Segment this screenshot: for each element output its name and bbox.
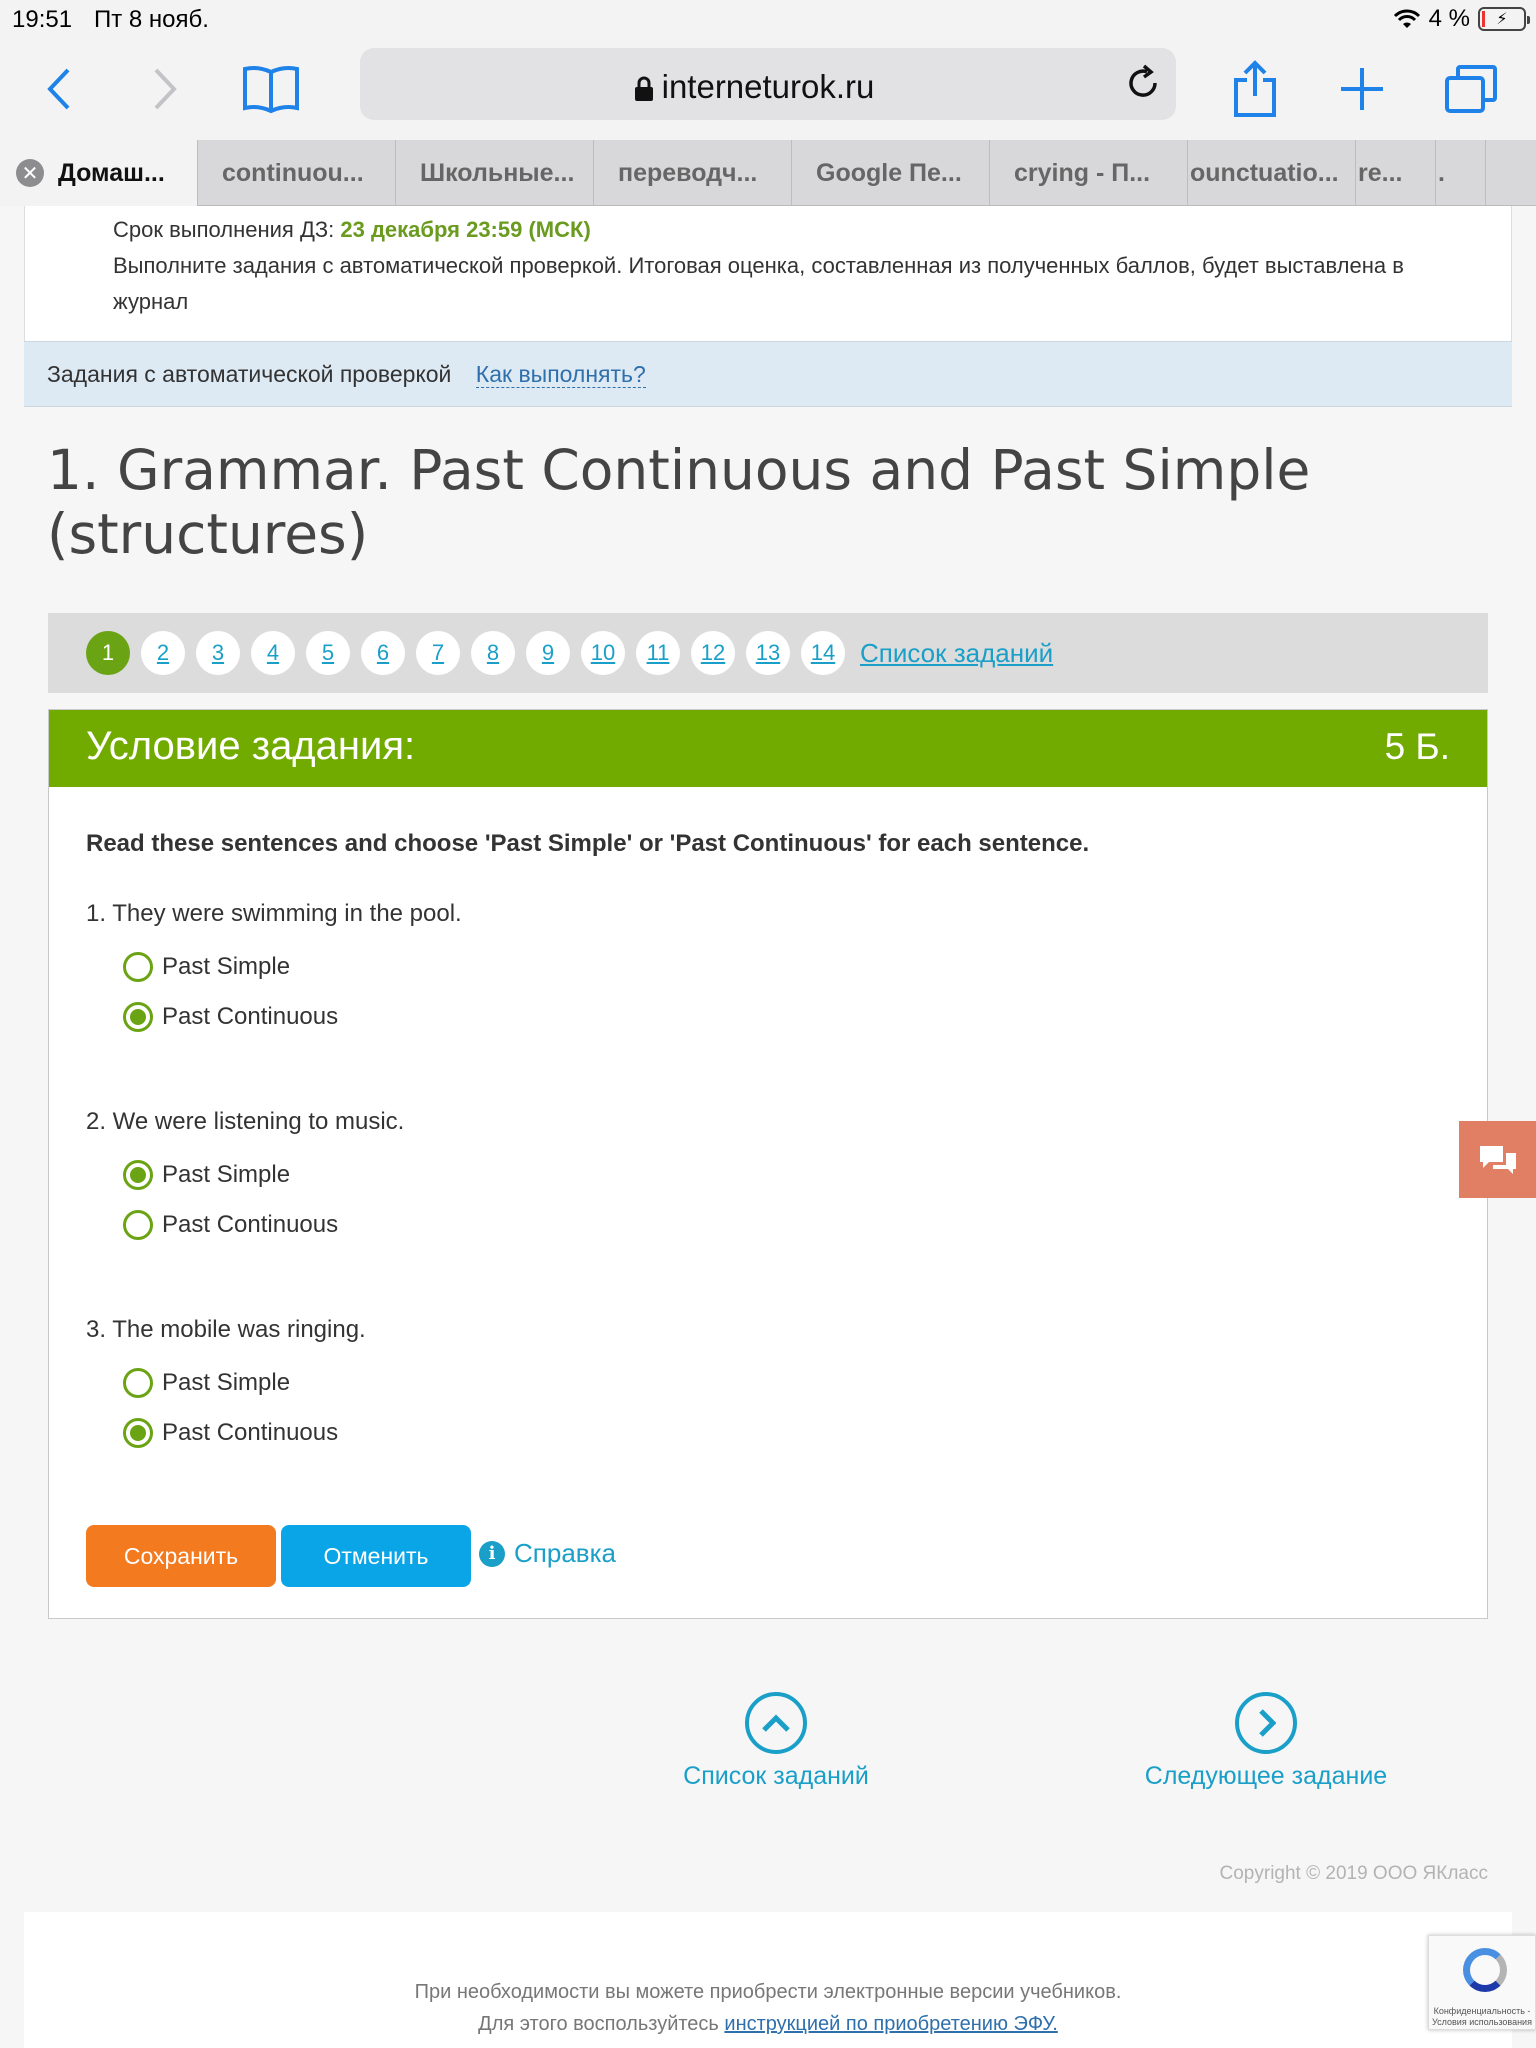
page-6[interactable]: 6 xyxy=(361,631,405,675)
q3-option-past-simple[interactable] xyxy=(123,1368,290,1398)
option-label: Past Simple xyxy=(162,1161,291,1188)
status-bar xyxy=(0,0,1536,40)
footer-line-1: При необходимости вы можете приобрести электронные версии учебников. xyxy=(414,1981,1122,2003)
question-2: 2. We were listening to music. xyxy=(86,1108,405,1135)
status-time: 19:51 xyxy=(12,6,73,33)
option-label: Past Simple xyxy=(162,1369,291,1396)
battery-percent: 4 % xyxy=(1428,5,1470,32)
bookmarks-icon[interactable] xyxy=(236,54,306,124)
option-label: Past Continuous xyxy=(162,1211,339,1238)
auto-check-bar xyxy=(24,341,1512,407)
back-icon[interactable] xyxy=(24,54,94,124)
radio-button[interactable] xyxy=(123,1210,153,1240)
page-5[interactable]: 5 xyxy=(306,631,350,675)
forward-icon[interactable] xyxy=(130,54,200,124)
page-9[interactable]: 9 xyxy=(526,631,570,675)
page-12[interactable]: 12 xyxy=(691,631,735,675)
q3-option-past-continuous[interactable] xyxy=(123,1418,338,1448)
tab-crying[interactable] xyxy=(990,140,1188,206)
deadline-value: 23 декабря 23:59 (МСК) xyxy=(340,217,591,242)
task-points: 5 Б. xyxy=(1384,726,1450,767)
tab-punctuation[interactable] xyxy=(1188,140,1356,206)
page-3[interactable]: 3 xyxy=(196,631,240,675)
footer-line-2 xyxy=(24,2008,1512,2040)
new-tab-icon[interactable] xyxy=(1327,54,1397,124)
page-4[interactable]: 4 xyxy=(251,631,295,675)
tab-label: Школьные... xyxy=(420,158,575,187)
question-3: 3. The mobile was ringing. xyxy=(86,1316,366,1343)
auto-check-label: Задания с автоматической проверкой xyxy=(47,361,452,387)
reload-icon[interactable] xyxy=(1122,62,1164,104)
task-list-nav[interactable] xyxy=(670,1692,882,1791)
next-task-nav[interactable] xyxy=(1136,1692,1396,1791)
task-list-link[interactable]: Список заданий xyxy=(860,637,1054,668)
task-pager xyxy=(48,613,1488,693)
page-7[interactable]: 7 xyxy=(416,631,460,675)
tab-label: ounctuatio... xyxy=(1190,158,1339,187)
task-condition-title: Условие задания: xyxy=(86,724,416,768)
share-icon[interactable] xyxy=(1220,54,1290,124)
deadline-label: Срок выполнения ДЗ: xyxy=(113,217,335,242)
save-button[interactable]: Сохранить xyxy=(86,1525,276,1587)
tab-label: Google Пе... xyxy=(816,158,962,187)
task-card-header xyxy=(49,710,1487,787)
tab-label: crying - П... xyxy=(1014,158,1151,187)
option-label: Past Continuous xyxy=(162,1003,339,1030)
option-label: Past Continuous xyxy=(162,1419,339,1446)
tabs-overview-icon[interactable] xyxy=(1436,54,1506,124)
q2-option-past-continuous[interactable] xyxy=(123,1210,338,1240)
radio-button-selected[interactable] xyxy=(123,1002,153,1032)
task-title: 1. Grammar. Past Continuous and Past Simple (structures) xyxy=(47,438,1311,566)
status-right xyxy=(1393,5,1526,33)
help-label: Справка xyxy=(514,1538,616,1568)
recaptcha-badge[interactable] xyxy=(1428,1935,1536,2030)
tab-google-translate[interactable] xyxy=(792,140,990,206)
next-task-label: Следующее задание xyxy=(1144,1762,1388,1790)
tab-label: . xyxy=(1438,158,1445,187)
footer xyxy=(24,1912,1512,2048)
task-instruction: Read these sentences and choose 'Past Simple' or 'Past Continuous' for each sentence. xyxy=(86,830,1090,857)
help-link[interactable] xyxy=(479,1538,616,1569)
page-10[interactable]: 10 xyxy=(581,631,625,675)
recaptcha-icon xyxy=(1463,1948,1507,1992)
homework-description: Выполните задания с автоматической проверкой. Итоговая оценка, составленная из полученных баллов, будет выставлена в журнал xyxy=(113,253,1404,314)
page-11[interactable]: 11 xyxy=(636,631,680,675)
copyright: Copyright © 2019 ООО ЯКласс xyxy=(1219,1863,1488,1884)
page-content xyxy=(24,206,1512,2048)
tab-label: переводч... xyxy=(618,158,758,187)
how-to-link[interactable]: Как выполнять? xyxy=(475,361,646,387)
tab-school[interactable] xyxy=(396,140,594,206)
cancel-button[interactable]: Отменить xyxy=(281,1525,471,1587)
tab-homework[interactable] xyxy=(0,140,198,206)
chat-icon xyxy=(1477,1143,1519,1177)
address-bar[interactable] xyxy=(360,48,1176,120)
page-14[interactable]: 14 xyxy=(801,631,845,675)
tab-dot[interactable] xyxy=(1436,140,1486,206)
page-13[interactable]: 13 xyxy=(746,631,790,675)
task-card xyxy=(48,709,1488,1619)
radio-button-selected[interactable] xyxy=(123,1418,153,1448)
tab-strip xyxy=(0,140,1536,206)
q2-option-past-simple[interactable] xyxy=(123,1160,290,1190)
tab-label: Домаш... xyxy=(58,158,165,187)
radio-button[interactable] xyxy=(123,1368,153,1398)
tab-continuous[interactable] xyxy=(198,140,396,206)
option-label: Past Simple xyxy=(162,953,291,980)
radio-button[interactable] xyxy=(123,952,153,982)
chevron-up-icon xyxy=(745,1692,807,1754)
question-1: 1. They were swimming in the pool. xyxy=(86,900,462,927)
footer-line-2-prefix: Для этого воспользуйтесь xyxy=(478,2013,719,2035)
browser-toolbar xyxy=(0,40,1536,140)
q1-option-past-simple[interactable] xyxy=(123,952,290,982)
info-icon: i xyxy=(479,1541,505,1567)
recaptcha-text: Конфиденциальность - Условия использования xyxy=(1432,2006,1532,2027)
battery-icon: ⚡ xyxy=(1478,7,1526,31)
page-2[interactable]: 2 xyxy=(141,631,185,675)
chevron-right-icon xyxy=(1235,1692,1297,1754)
page-1[interactable]: 1 xyxy=(86,631,130,675)
tab-label: re... xyxy=(1358,158,1403,187)
deadline-line xyxy=(113,212,1511,248)
wifi-icon xyxy=(1393,8,1421,30)
url-text: interneturok.ru xyxy=(661,68,875,105)
close-tab-icon[interactable]: ✕ xyxy=(16,159,44,187)
status-date: Пт 8 нояб. xyxy=(94,6,209,33)
tab-re[interactable] xyxy=(1356,140,1436,206)
tab-translator[interactable] xyxy=(594,140,792,206)
radio-button-selected[interactable] xyxy=(123,1160,153,1190)
q1-option-past-continuous[interactable] xyxy=(123,1002,338,1032)
efu-instructions-link[interactable]: инструкцией по приобретению ЭФУ. xyxy=(724,2013,1058,2035)
chat-button[interactable] xyxy=(1459,1121,1536,1198)
task-list-nav-label: Список заданий xyxy=(683,1762,869,1790)
tab-label: continuou... xyxy=(222,158,364,187)
homework-info xyxy=(24,206,1512,341)
page-8[interactable]: 8 xyxy=(471,631,515,675)
